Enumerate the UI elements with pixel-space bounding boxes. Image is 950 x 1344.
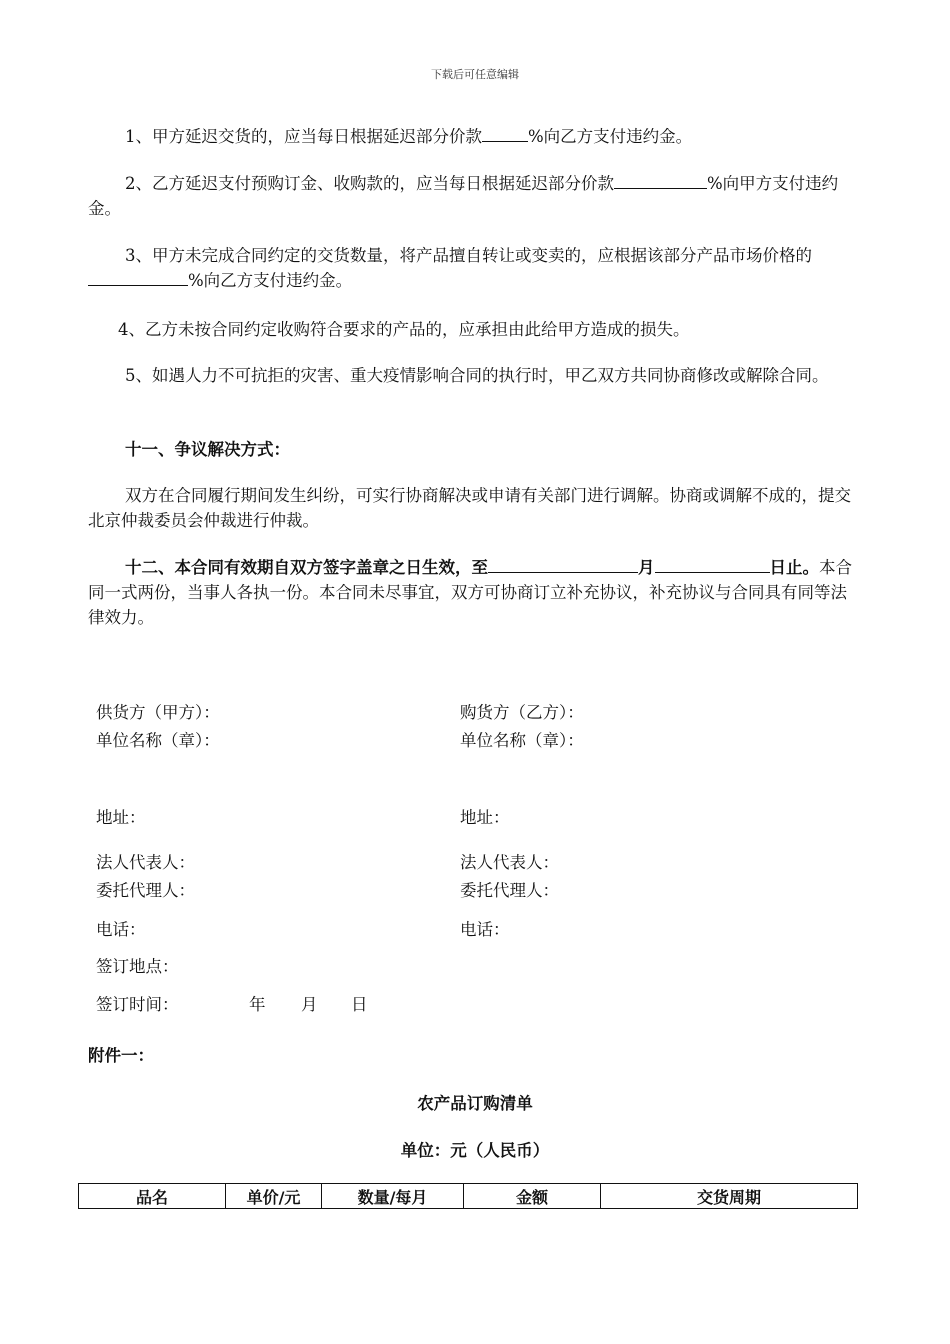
page-header: 下载后可任意编辑 <box>431 68 519 81</box>
signing-month: 月 <box>301 995 318 1014</box>
signing-day: 日 <box>351 995 368 1014</box>
column-header-amount: 金额 <box>464 1184 601 1209</box>
signing-time: 签订时间： <box>96 995 179 1014</box>
supplier-unit-name: 单位名称（章）： <box>96 731 220 750</box>
attachment-label: 附件一： <box>88 1046 154 1065</box>
supplier-phone: 电话： <box>96 920 146 939</box>
clause-3-blank[interactable] <box>88 268 188 286</box>
section-12-day: 日止。 <box>769 558 819 577</box>
buyer-address: 地址： <box>460 808 510 827</box>
clause-2-blank[interactable] <box>614 171 707 189</box>
signing-year: 年 <box>249 995 266 1014</box>
clause-1-text: 1、甲方延迟交货的，应当每日根据延迟部分价款 <box>125 127 482 146</box>
clause-2-text-end: %向甲方支付违约金。 <box>88 174 839 218</box>
column-header-quantity: 数量/每月 <box>322 1184 464 1209</box>
clause-2 <box>88 171 858 221</box>
clause-1-blank[interactable] <box>482 124 528 142</box>
clause-3-text: 3、甲方未完成合同约定的交货数量，将产品擅自转让或变卖的，应根据该部分产品市场价格的 <box>125 246 812 265</box>
clause-3 <box>88 243 858 293</box>
attachment-title: 农产品订购清单 <box>417 1094 533 1113</box>
section-11-title: 十一、争议解决方式： <box>125 440 290 459</box>
supplier-agent: 委托代理人： <box>96 881 195 900</box>
buyer-phone: 电话： <box>460 920 510 939</box>
column-header-product: 品名 <box>79 1184 226 1209</box>
column-header-unit-price: 单价/元 <box>226 1184 322 1209</box>
clause-2-text: 2、乙方延迟支付预购订金、收购款的，应当每日根据延迟部分价款 <box>125 174 614 193</box>
clause-4: 4、乙方未按合同约定收购符合要求的产品的，应承担由此给甲方造成的损失。 <box>118 320 690 339</box>
clause-5: 5、如遇人力不可抗拒的灾害、重大疫情影响合同的执行时，甲乙双方共同协商修改或解除合同。 <box>125 366 829 385</box>
buyer-label: 购货方（乙方）： <box>460 703 584 722</box>
supplier-legal-rep: 法人代表人： <box>96 853 195 872</box>
buyer-unit-name: 单位名称（章）： <box>460 731 584 750</box>
column-header-delivery-cycle: 交货周期 <box>601 1184 858 1209</box>
section-12-month: 月 <box>638 558 655 577</box>
section-12-blank-2[interactable] <box>655 555 770 573</box>
section-12-body: 本合同一式两份，当事人各执一份。本合同未尽事宜，双方可协商订立补充协议，补充协议与合同具有同等法律效力。 <box>88 558 852 627</box>
clause-1-text-end: %向乙方支付违约金。 <box>528 127 693 146</box>
attachment-unit: 单位：元（人民币） <box>400 1141 550 1160</box>
supplier-label: 供货方（甲方）： <box>96 703 220 722</box>
buyer-agent: 委托代理人： <box>460 881 559 900</box>
section-12 <box>88 555 858 630</box>
table-header-row <box>79 1184 858 1209</box>
clause-1 <box>88 124 858 149</box>
section-12-title: 十二、本合同有效期自双方签字盖章之日生效，至 <box>125 558 488 577</box>
signing-place: 签订地点： <box>96 957 179 976</box>
section-11-body: 双方在合同履行期间发生纠纷，可实行协商解决或申请有关部门进行调解。协商或调解不成的，提交北京仲裁委员会仲裁进行仲裁。 <box>88 486 851 530</box>
buyer-legal-rep: 法人代表人： <box>460 853 559 872</box>
section-12-blank-1[interactable] <box>488 555 638 573</box>
clause-3-text-end: %向乙方支付违约金。 <box>188 271 353 290</box>
order-list-table <box>78 1183 858 1209</box>
supplier-address: 地址： <box>96 808 146 827</box>
